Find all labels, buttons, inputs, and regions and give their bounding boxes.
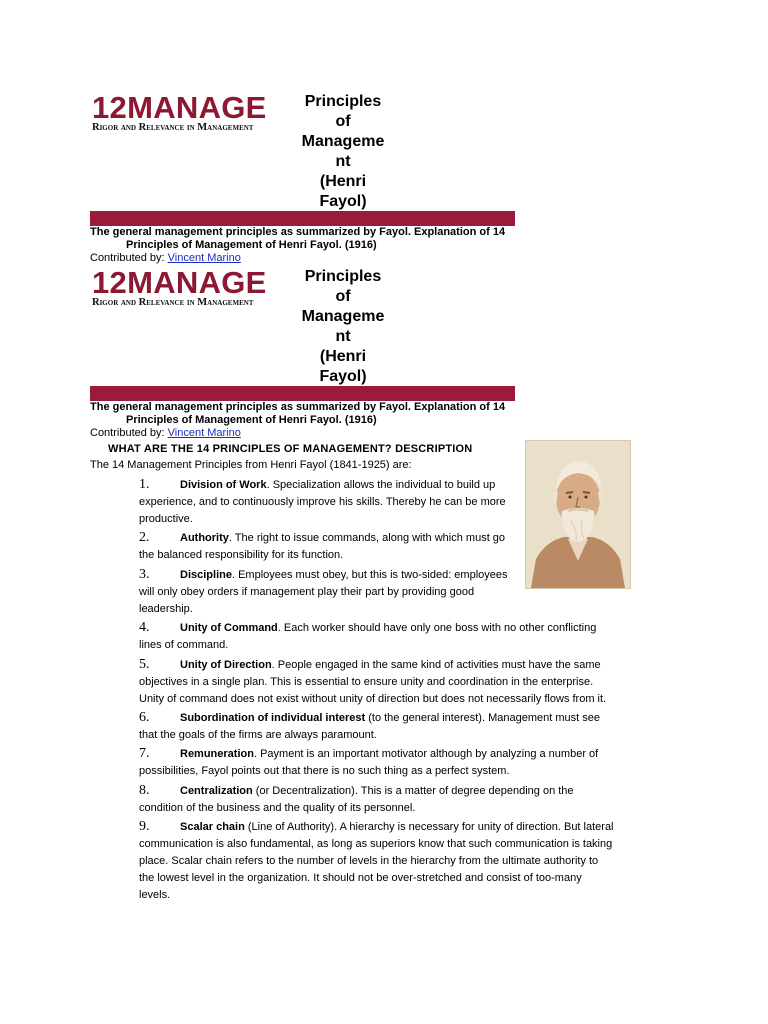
list-item: 3. Discipline. Employees must obey, but this is two-sided: employees will only obey orders if management play their part by providing good leadership. xyxy=(139,567,508,615)
list-item: 1. Division of Work. Specialization allows the individual to build up experience, and to continuously improve his skills. Thereby he can be more productive. xyxy=(139,477,506,525)
portrait-image xyxy=(525,440,631,589)
header-bar xyxy=(90,386,515,401)
list-item: 9. Scalar chain (Line of Authority). A hierarchy is necessary for unity of direction. But lateral communication is also fundamental, as long as superiors know that such communication is taking place. Scalar chain refers to the number of levels in the hierarchy from the ultimate authority to the lowest level in the organization. It should not be over-stretched and consist of too-many levels. xyxy=(139,819,614,901)
contributor-link[interactable]: Vincent Marino xyxy=(167,252,241,264)
header-bar xyxy=(90,211,515,226)
intro-text: The 14 Management Principles from Henri Fayol (1841-1925) are: xyxy=(90,459,412,471)
list-item: 6. Subordination of individual interest (to the general interest). Management must see that the goals of the firms are always paramount. xyxy=(139,710,600,741)
page-title: Principles of Manageme nt (Henri Fayol) xyxy=(301,268,385,385)
contributor: Contributed by: Vincent Marino xyxy=(90,252,241,264)
portrait-illustration xyxy=(526,441,630,588)
logo-tagline: Rigor and Relevance in Management xyxy=(92,297,254,308)
section-heading: WHAT ARE THE 14 PRINCIPLES OF MANAGEMENT? DESCRIPTION xyxy=(108,443,473,455)
list-item: 2. Authority. The right to issue commands, along with which must go the balanced responsibility for its function. xyxy=(139,530,506,561)
logo xyxy=(92,92,312,134)
page-title: Principles of Manageme nt (Henri Fayol) xyxy=(301,93,385,210)
list-item: 4. Unity of Command. Each worker should have only one boss with no other conflicting lines of command. xyxy=(139,620,597,651)
logo-tagline: Rigor and Relevance in Management xyxy=(92,122,254,133)
list-item: 7. Remuneration. Payment is an important motivator although by analyzing a number of possibilities, Fayol points out that there is no such thing as a perfect system. xyxy=(139,746,599,777)
list-item: 8. Centralization (or Decentralization). This is a matter of degree depending on the condition of the business and the quality of its personnel. xyxy=(139,783,574,814)
logo xyxy=(92,267,312,309)
subtitle: The general management principles as summarized by Fayol. Explanation of 14 Principles of Management of Henri Fayol. (1916) xyxy=(90,401,506,426)
contributor: Contributed by: Vincent Marino xyxy=(90,427,241,439)
contributor-link[interactable]: Vincent Marino xyxy=(167,427,241,439)
subtitle: The general management principles as summarized by Fayol. Explanation of 14 Principles of Management of Henri Fayol. (1916) xyxy=(90,226,506,251)
logo-text: 12MANAGE xyxy=(92,90,267,125)
list-item: 5. Unity of Direction. People engaged in the same kind of activities must have the same objectives in a single plan. This is essential to ensure unity and coordination in the enterprise. Unity of command does not exist without unity of direction but does not necessarily flows from it. xyxy=(139,657,607,705)
logo-text: 12MANAGE xyxy=(92,265,267,300)
